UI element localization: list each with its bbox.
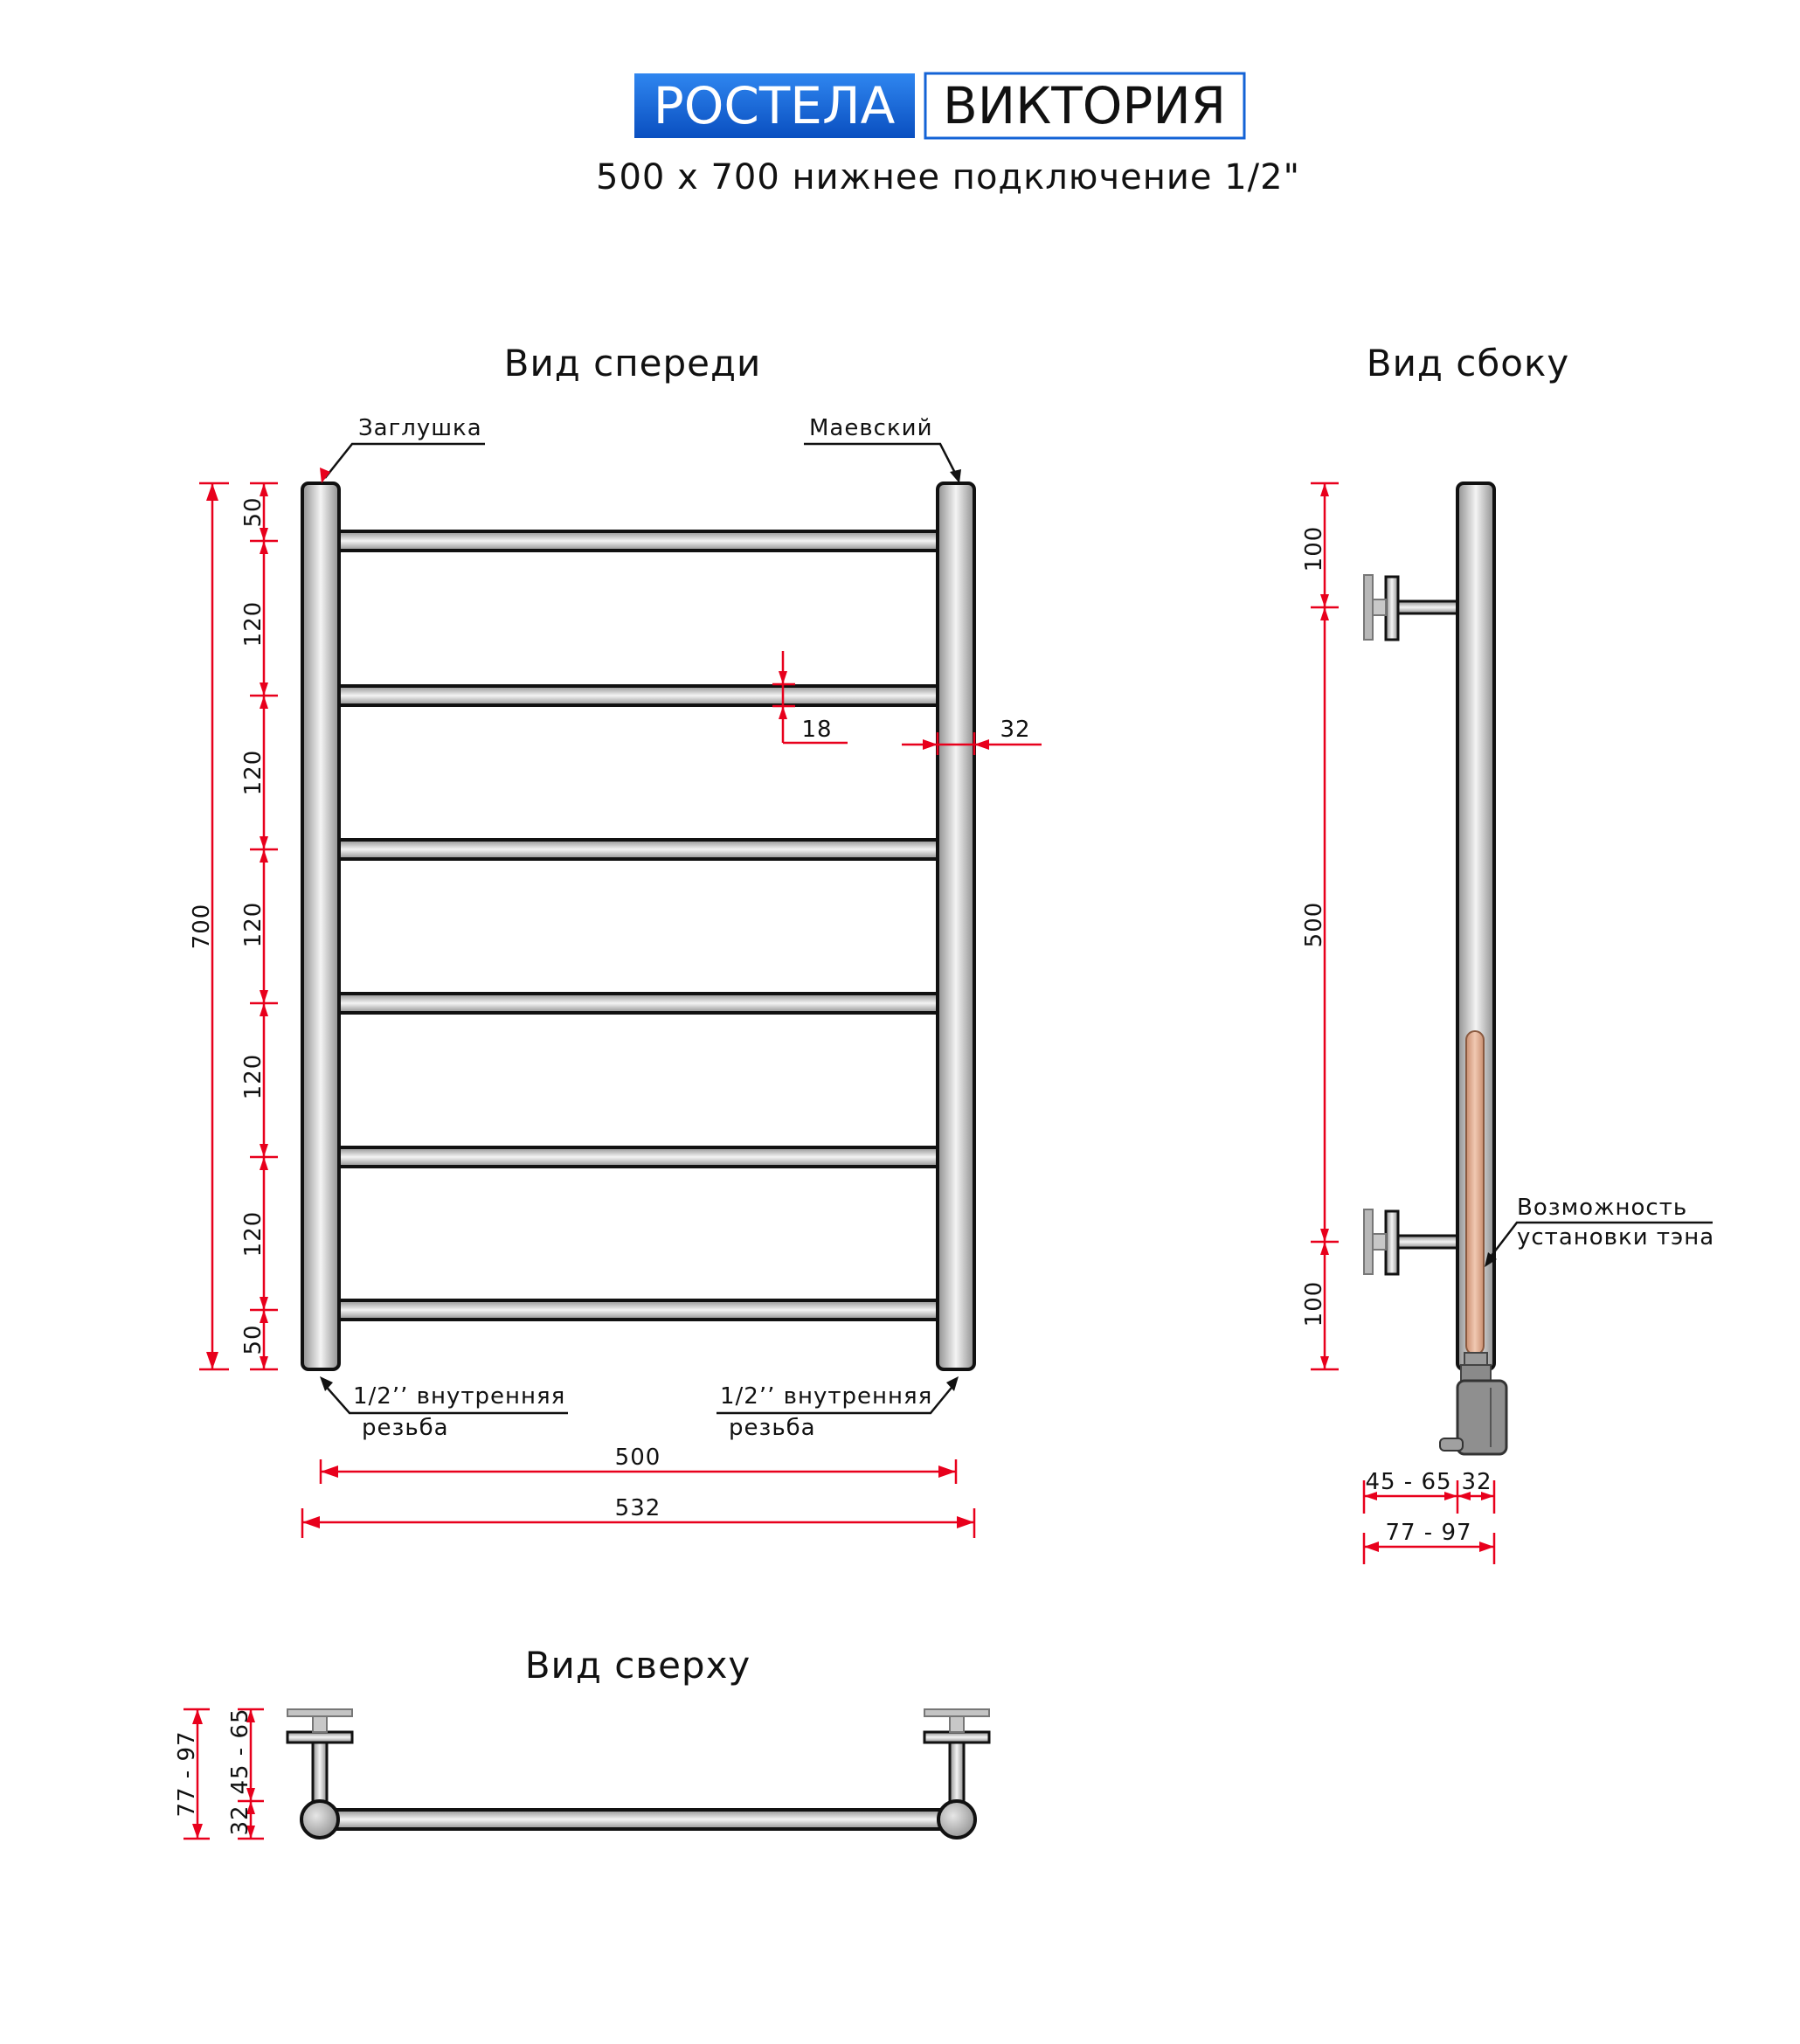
thread-left-label-2: резьба	[362, 1415, 449, 1441]
dim-50-bottom: 50	[240, 1324, 267, 1355]
top-dims	[174, 1708, 264, 1839]
rung	[330, 686, 946, 705]
side-bracket-top	[1364, 575, 1457, 640]
side-dim-post: 32	[1461, 1469, 1492, 1495]
side-dim-depth: 77 - 97	[1385, 1520, 1472, 1546]
dim-120: 120	[240, 749, 267, 796]
dim-120: 120	[240, 1053, 267, 1100]
thread-right-label-2: резьба	[729, 1415, 816, 1441]
dim-120: 120	[240, 600, 267, 648]
dim-32: 32	[1000, 717, 1031, 743]
front-view-title: Вид спереди	[503, 342, 762, 385]
side-view-title: Вид сбоку	[1366, 342, 1570, 385]
front-rungs	[330, 531, 946, 1320]
plug-arrow	[320, 468, 330, 483]
top-bracket-right	[924, 1709, 989, 1804]
dim-total-height	[189, 483, 229, 1369]
dim-120: 120	[240, 1210, 267, 1258]
page-subtitle: 500 x 700 нижнее подключение 1/2"	[596, 157, 1300, 197]
thread-right-arrow	[946, 1376, 959, 1391]
side-view	[1301, 342, 1714, 1564]
valve-arrow	[950, 469, 961, 483]
side-dim-wall-offset: 45 - 65	[1365, 1469, 1452, 1495]
model-name: ВИКТОРИЯ	[942, 76, 1227, 135]
top-post-right	[938, 1801, 975, 1838]
dim-532: 532	[614, 1495, 661, 1521]
plug-leader	[325, 444, 485, 478]
dim-chain	[240, 483, 278, 1369]
header	[596, 73, 1300, 197]
right-post	[938, 483, 974, 1369]
brand-name: РОСТЕЛА	[653, 76, 896, 135]
side-dim-500: 500	[1301, 901, 1327, 948]
side-bracket-bottom	[1364, 1209, 1457, 1274]
rung	[330, 531, 946, 551]
dim-18: 18	[801, 717, 833, 743]
rung	[330, 994, 946, 1013]
top-bracket-left	[287, 1709, 352, 1804]
dim-500: 500	[614, 1445, 661, 1471]
valve-leader	[804, 444, 958, 478]
dim-center-width	[321, 1445, 956, 1484]
side-dim-vertical	[1301, 483, 1339, 1369]
heater-label-1: Возможность	[1517, 1195, 1688, 1221]
dim-50-top: 50	[240, 496, 267, 528]
thread-left-arrow	[320, 1376, 333, 1391]
dim-700: 700	[189, 903, 215, 950]
thread-left-label-1: 1/2’’ внутренняя	[353, 1383, 566, 1410]
top-dim-post: 32	[227, 1805, 253, 1836]
thread-right-label-1: 1/2’’ внутренняя	[720, 1383, 933, 1410]
top-dim-depth: 77 - 97	[174, 1730, 200, 1818]
top-view	[174, 1644, 989, 1839]
top-rung	[320, 1810, 958, 1829]
valve-label: Маевский	[809, 415, 933, 441]
dim-120: 120	[240, 901, 267, 948]
left-post	[302, 483, 339, 1369]
rung	[330, 1147, 946, 1167]
side-dim-100-bottom: 100	[1301, 1280, 1327, 1327]
side-dim-horizontal	[1364, 1469, 1494, 1564]
rung	[330, 840, 946, 859]
side-dim-100-top: 100	[1301, 525, 1327, 572]
top-post-left	[301, 1801, 338, 1838]
heater-label-2: установки тэна	[1517, 1224, 1715, 1251]
top-view-title: Вид сверху	[524, 1644, 751, 1687]
dim-overall-width	[302, 1495, 974, 1538]
top-dim-wall-offset: 45 - 65	[227, 1708, 253, 1795]
front-view	[189, 342, 1042, 1538]
plug-label: Заглушка	[358, 415, 482, 441]
rung	[330, 1300, 946, 1320]
